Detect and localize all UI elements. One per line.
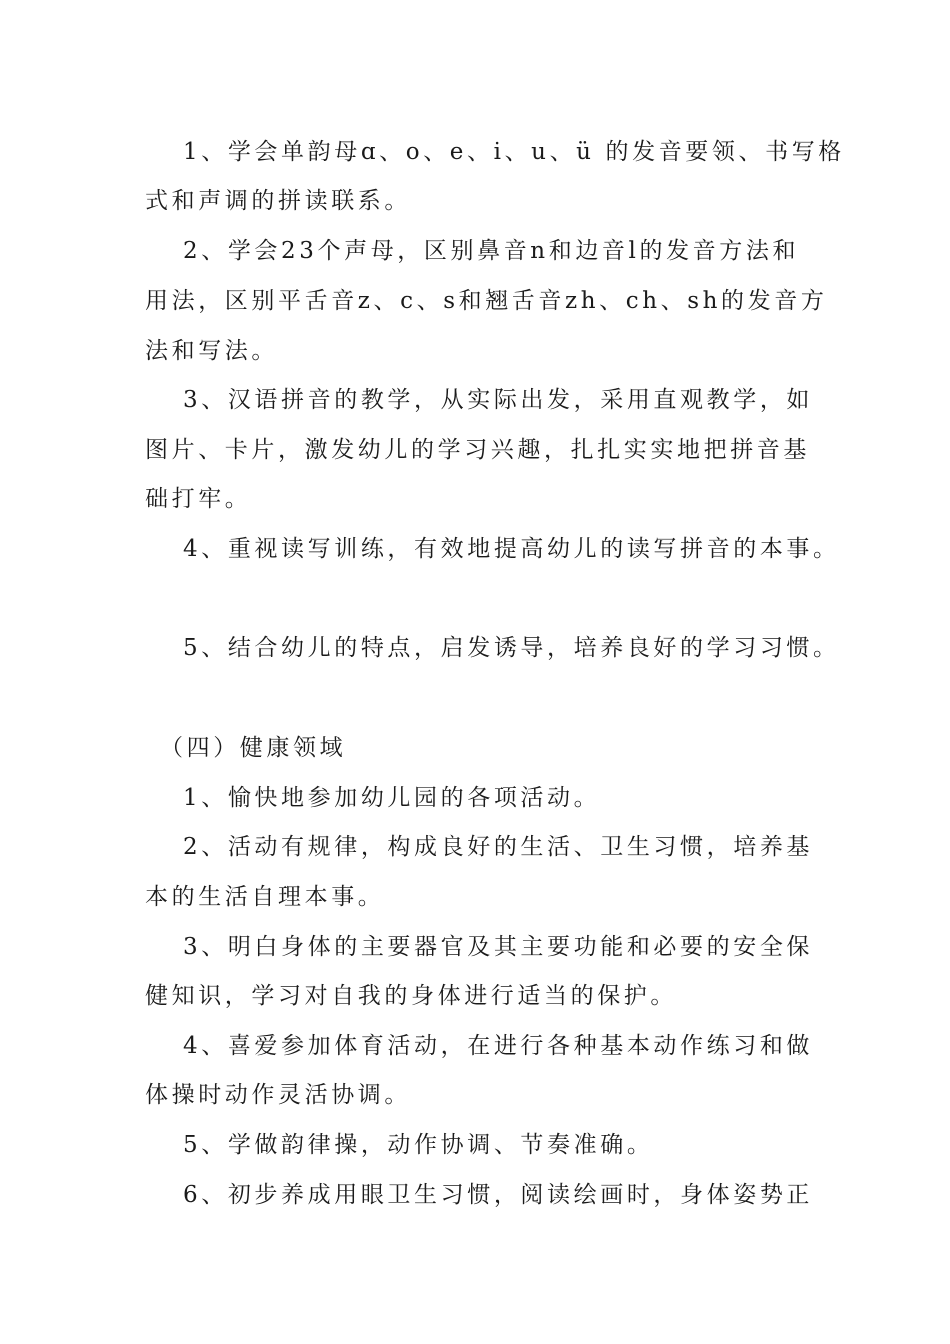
health-item-4-line-1: 4、喜爱参加体育活动，在进行各种基本动作练习和做	[183, 1033, 814, 1059]
phonics-item-3-line-1: 3、汉语拼音的教学，从实际出发，采用直观教学，如	[183, 387, 814, 413]
health-item-2-line-2: 本的生活自理本事。	[145, 884, 385, 910]
phonics-item-3-line-3: 础打牢。	[145, 486, 252, 512]
phonics-item-1-line-2: 式和声调的拼读联系。	[145, 188, 411, 214]
health-item-1-line-1: 1、愉快地参加幼儿园的各项活动。	[183, 785, 601, 811]
health-item-5-line-1: 5、学做韵律操，动作协调、节奏准确。	[183, 1132, 654, 1158]
health-item-2-line-1: 2、活动有规律，构成良好的生活、卫生习惯，培养基	[183, 834, 814, 860]
phonics-item-5-line-1: 5、结合幼儿的特点，启发诱导，培养良好的学习习惯。	[183, 635, 840, 661]
phonics-item-4-line-1: 4、重视读写训练，有效地提高幼儿的读写拼音的本事。	[183, 536, 840, 562]
phonics-item-2-line-3: 法和写法。	[145, 338, 278, 364]
health-item-3-line-1: 3、明白身体的主要器官及其主要功能和必要的安全保	[183, 934, 814, 960]
health-item-3-line-2: 健知识，学习对自我的身体进行适当的保护。	[145, 983, 677, 1009]
phonics-item-2-line-2: 用法，区别平舌音z、c、s和翘舌音zh、ch、sh的发音方	[145, 288, 828, 314]
health-item-4-line-2: 体操时动作灵活协调。	[145, 1082, 411, 1108]
section-heading-health: （四）健康领域	[160, 735, 347, 761]
health-item-6-line-1: 6、初步养成用眼卫生习惯，阅读绘画时，身体姿势正	[183, 1182, 814, 1208]
phonics-item-3-line-2: 图片、卡片，激发幼儿的学习兴趣，扎扎实实地把拼音基	[145, 437, 810, 463]
phonics-item-2-line-1: 2、学会23个声母，区别鼻音n和边音l的发音方法和	[183, 238, 800, 264]
phonics-item-1-line-1: 1、学会单韵母ɑ、o、e、i、u、ü 的发音要领、书写格	[183, 139, 845, 165]
